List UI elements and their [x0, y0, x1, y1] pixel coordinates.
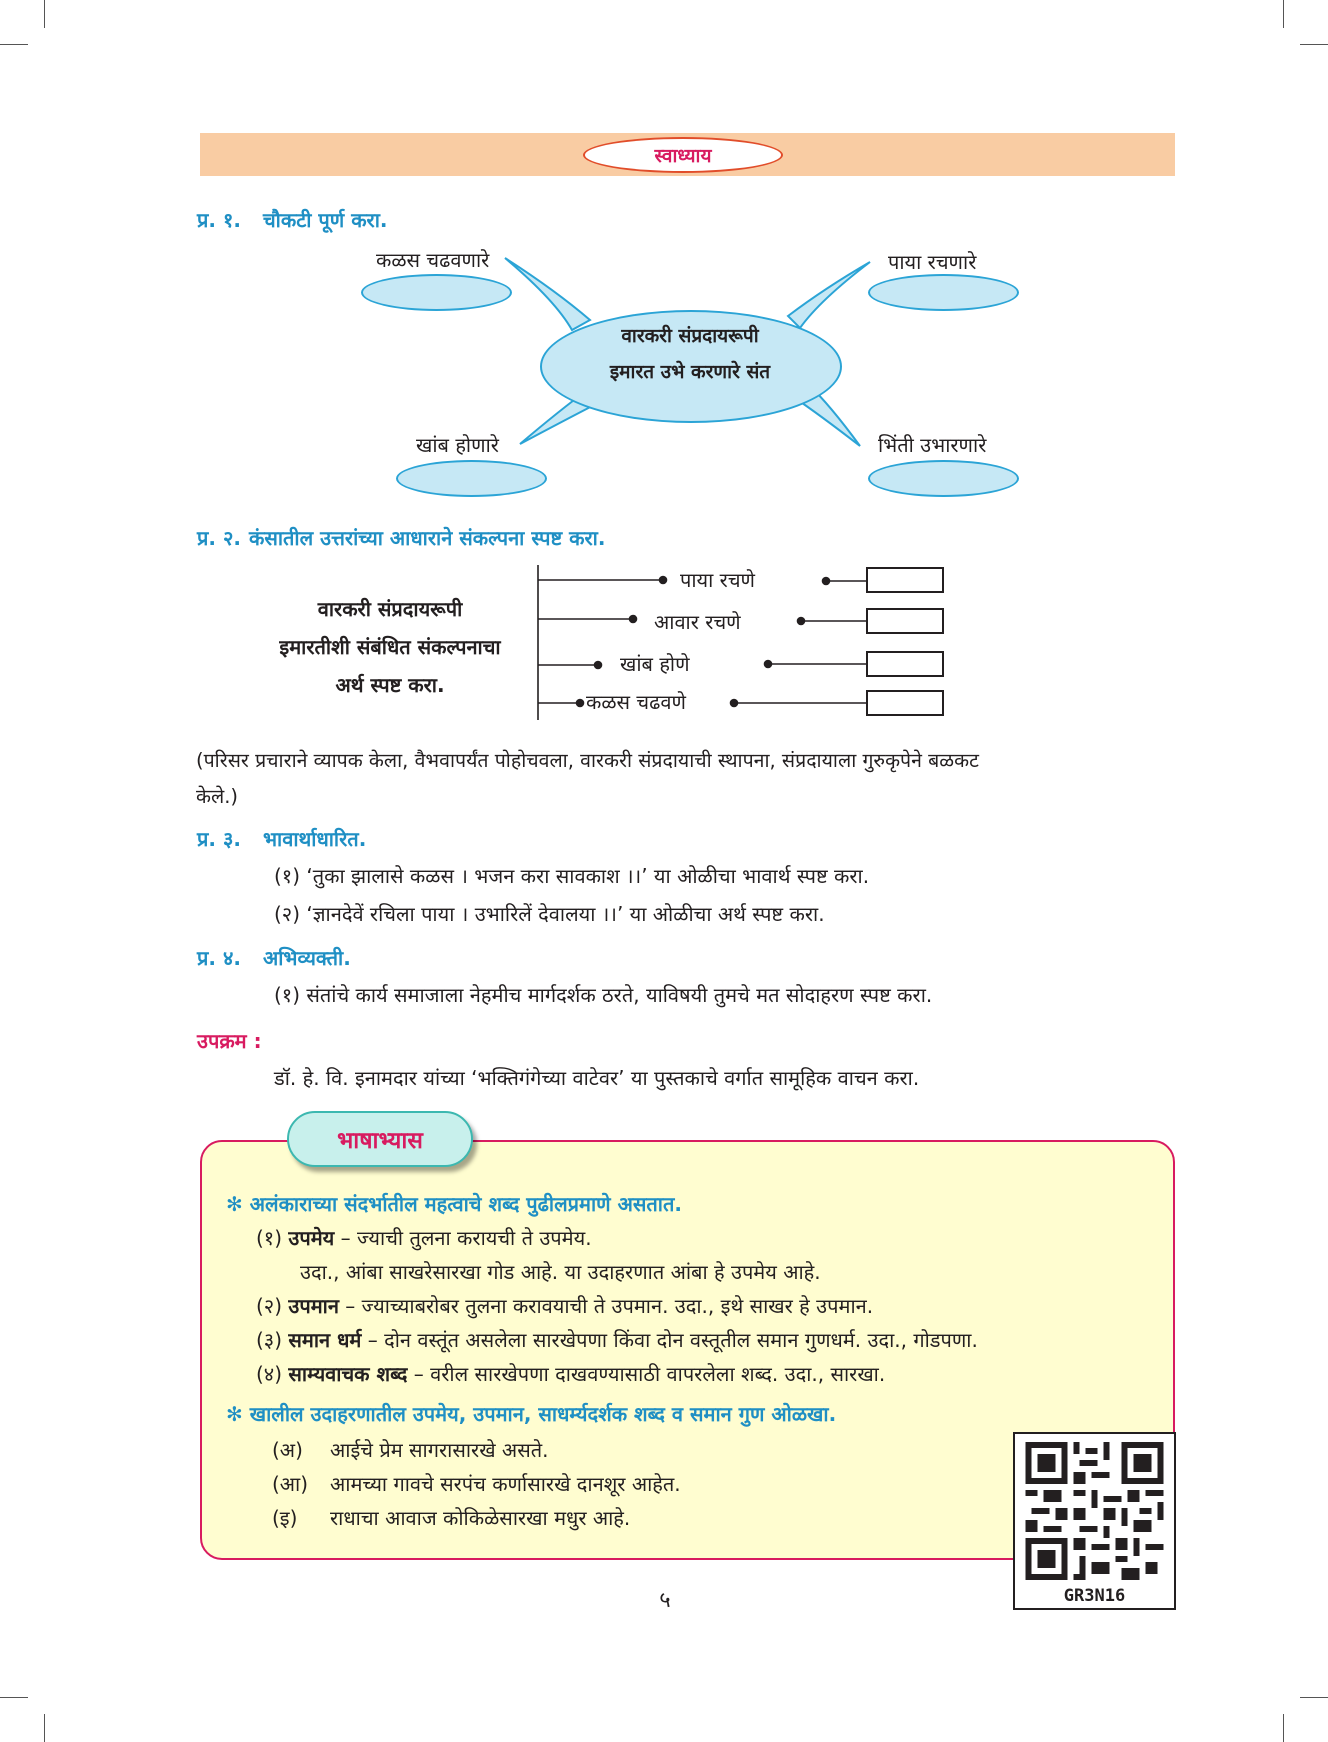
example-item: (इ) राधाचा आवाज कोकिळेसारखा मधुर आहे. [272, 1506, 631, 1530]
label-top-right: पाया रचणारे [888, 250, 977, 274]
question-number: प्र. ३. [197, 827, 241, 851]
question-3-item-1: (१) ‘तुका झालासे कळस । भजन करा सावकाश ।।’ या ओळीचा भावार्थ स्पष्ट करा. [274, 864, 870, 888]
label-bottom-left: खांब होणारे [416, 433, 499, 457]
question-title: अभिव्यक्ती. [262, 946, 351, 970]
crop-mark [1300, 1697, 1328, 1698]
question-4-item-1: (१) संतांचे कार्य समाजाला नेहमीच मार्गदर्शक ठरते, याविषयी तुमचे मत सोदाहरण स्पष्ट करा. [274, 983, 933, 1007]
concept-item: खांब होणे [620, 652, 690, 676]
label-top-left: कळस चढवणारे [376, 248, 490, 272]
question-title: भावार्थाधारित. [262, 827, 367, 851]
section-1-heading: ✻ अलंकाराच्या संदर्भातील महत्वाचे शब्द पुढीलप्रमाणे असतात. [226, 1192, 682, 1216]
question-number: प्र. ४. [197, 946, 241, 970]
crop-mark [1283, 1714, 1284, 1742]
crop-mark [44, 1714, 45, 1742]
answer-box[interactable] [866, 690, 944, 716]
section-title: स्वाध्याय [583, 137, 783, 173]
answer-box[interactable] [866, 567, 944, 593]
definition-1-example: उदा., आंबा साखरेसारखा गोड आहे. या उदाहरणात आंबा हे उपमेय आहे. [300, 1260, 821, 1284]
definition-2: (२) उपमान – ज्याच्याबरोबर तुलना करावयाची ते उपमान. उदा., इथे साखर हे उपमान. [256, 1294, 874, 1318]
definition-4: (४) साम्यवाचक शब्द – वरील सारखेपणा दाखवण्यासाठी वापरलेला शब्द. उदा., सारखा. [256, 1362, 886, 1386]
qr-code-label: GR3N16 [1063, 1586, 1126, 1606]
asterisk-icon: ✻ [226, 1192, 250, 1216]
activity-label: उपक्रम : [197, 1029, 262, 1053]
concept-item: पाया रचणे [680, 568, 756, 592]
definition-1: (१) उपमेय – ज्याची तुलना करायची ते उपमेय. [256, 1226, 592, 1250]
question-title: कंसातील उत्तरांच्या आधाराने संकल्पना स्पष्ट करा. [248, 526, 606, 550]
concept-prompt: वारकरी संप्रदायरूपी इमारतीशी संबंधित संकल्पनाचा अर्थ स्पष्ट करा. [279, 597, 501, 697]
question-number: प्र. १. [197, 208, 241, 232]
qr-code[interactable] [1013, 1432, 1176, 1610]
question-4-heading [197, 944, 351, 971]
qr-code-icon [1015, 1436, 1174, 1586]
center-bubble-text: वारकरी संप्रदायरूपी इमारत उभे करणारे संत [609, 325, 771, 383]
definition-3: (३) समान धर्म – दोन वस्तूंत असलेला सारखेपणा किंवा दोन वस्तूतील समान गुणधर्म. उदा., गोडपणा. [256, 1328, 978, 1352]
page-number: ५ [659, 1588, 671, 1613]
answer-hint: (परिसर प्रचाराने व्यापक केला, वैभवापर्यंत पोहोचवला, वारकरी संप्रदायाची स्थापना, संप्रदायाला गुरुकृपेने बळकट [196, 749, 979, 772]
example-item: (अ) आईचे प्रेम सागरासारखे असते. [272, 1438, 549, 1462]
answer-box[interactable] [866, 608, 944, 634]
question-3-item-2: (२) ‘ज्ञानदेवें रचिला पाया । उभारिलें देवालया ।।’ या ओळीचा अर्थ स्पष्ट करा. [274, 902, 825, 926]
language-practice-heading: भाषाभ्यास [287, 1111, 473, 1167]
label-bottom-right: भिंती उभारणारे [878, 433, 987, 457]
answer-box[interactable] [866, 651, 944, 677]
asterisk-icon: ✻ [226, 1402, 250, 1426]
activity-text: डॉ. हे. वि. इनामदार यांच्या ‘भक्तिगंगेच्या वाटेवर’ या पुस्तकाचे वर्गात सामूहिक वाचन करा. [274, 1066, 920, 1090]
question-number: प्र. २. [197, 526, 241, 550]
example-item: (आ) आमच्या गावचे सरपंच कर्णासारखे दानशूर आहेत. [272, 1472, 681, 1496]
concept-item: आवार रचणे [654, 610, 741, 634]
section-2-heading: ✻ खालील उदाहरणातील उपमेय, उपमान, साधर्म्यदर्शक शब्द व समान गुण ओळखा. [226, 1402, 837, 1426]
question-3-heading [197, 825, 366, 852]
concept-item: कळस चढवणे [586, 690, 686, 714]
crop-mark [0, 1697, 28, 1698]
question-title: चौकटी पूर्ण करा. [262, 208, 388, 232]
answer-hint-continued: केले.) [196, 785, 239, 808]
